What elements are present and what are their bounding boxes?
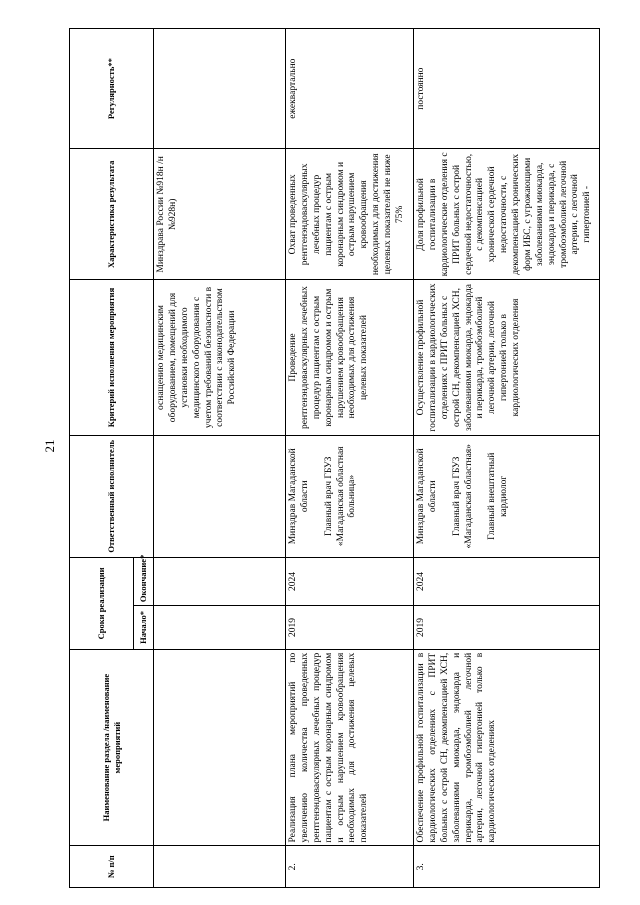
table-row xyxy=(286,29,414,888)
row-num: 2. xyxy=(286,846,414,888)
header-period: Сроки реализации xyxy=(70,557,134,649)
row-result: Минздрава России №918н /н №928н) xyxy=(154,149,286,280)
page-number: 21 xyxy=(42,439,57,453)
header-end: Окончание* xyxy=(134,557,154,605)
row-criterion: Осуществление профильной госпитализации в кардиологических отделениях с ПРИТ больных с острой СН, декомпенсацией ХСН, заболеваниями миокарда, эндокарда и перикарда, тромбоэмболией легочной артерии, легочной гипертонией только в кардиологических отделения xyxy=(414,280,600,435)
header-regularity: Регулярность** xyxy=(70,29,154,149)
header-num: № п/п xyxy=(70,846,154,888)
row-criterion: оснащению медицинским оборудованием, помещений для установки необходимого медицинского оборудования с учетом требований безопасности в соответствии с законодательством Российской Федерации xyxy=(154,280,286,435)
row-name: Обеспечение профильной госпитализации в кардиологических отделениях с ПРИТ больных с острой СН, декомпенсацией ХСН, заболеваниями миокарда, эндокарда и перикарда, тромбоэмболией легочной артерии, легочной гипертонией только в кардиологических отделениях xyxy=(414,649,600,846)
header-start: Начало* xyxy=(134,606,154,650)
row-start: 2019 xyxy=(286,606,414,650)
table-row xyxy=(414,29,600,888)
header-name: Наименование раздела /наименование мероприятий xyxy=(70,649,154,846)
row-name: Реализация плана мероприятий по увеличению количества проведенных рентгенэндоваскулярных лечебных процедур пациентам с острым коронарным синдромом и острым нарушением кровообращения необходимых для достижения целевых показателей xyxy=(286,649,414,846)
row-result: Доля профильной госпитализации в кардиологические отделения с ПРИТ больных с острой сердечной недостаточностью, с декомпенсацией хронической сердечной недостаточности, с декомпенсацией хронических форм ИБС, с угрожающими заболеваниями миокарда, эндокарда и перикарда, с тромбоэмболией легочной артерии, с легочной гипертонией - xyxy=(414,149,600,280)
row-start: 2019 xyxy=(414,606,600,650)
row-regularity: ежеквартально xyxy=(286,29,414,149)
row-regularity: постоянно xyxy=(414,29,600,149)
row-name xyxy=(154,649,286,846)
header-responsible: Ответственный исполнитель xyxy=(70,435,154,557)
row-regularity xyxy=(154,29,286,149)
activities-table xyxy=(69,28,600,888)
row-end: 2024 xyxy=(414,557,600,605)
row-responsible: Минздрав Магаданской области Главный врач ГБУЗ «Магаданская областная» Главный внештатный кардиолог xyxy=(414,435,600,557)
row-criterion: Проведение рентгенэндоваскулярных лечебных процедур пациентам с острым коронарным синдромом и острым нарушением кровообращения необходимых для достижения целевых показателей xyxy=(286,280,414,435)
row-num xyxy=(154,846,286,888)
row-num: 3. xyxy=(414,846,600,888)
table-row xyxy=(154,29,286,888)
header-result: Характеристика результата xyxy=(70,149,154,280)
row-responsible xyxy=(154,435,286,557)
row-end xyxy=(154,557,286,605)
rotated-page-content xyxy=(69,28,599,888)
row-responsible: Минздрав Магаданской области Главный врач ГБУЗ «Магаданская областная больница» xyxy=(286,435,414,557)
row-result: Охват проведенных рентгенэндоваскулярных лечебных процедур пациентам с острым коронарным синдромом и острым нарушением кровообращения необходимых для достижения целевых показателей не ниже 75% xyxy=(286,149,414,280)
header-criterion: Критерий исполнения мероприятия xyxy=(70,280,154,435)
row-end: 2024 xyxy=(286,557,414,605)
row-start xyxy=(154,606,286,650)
